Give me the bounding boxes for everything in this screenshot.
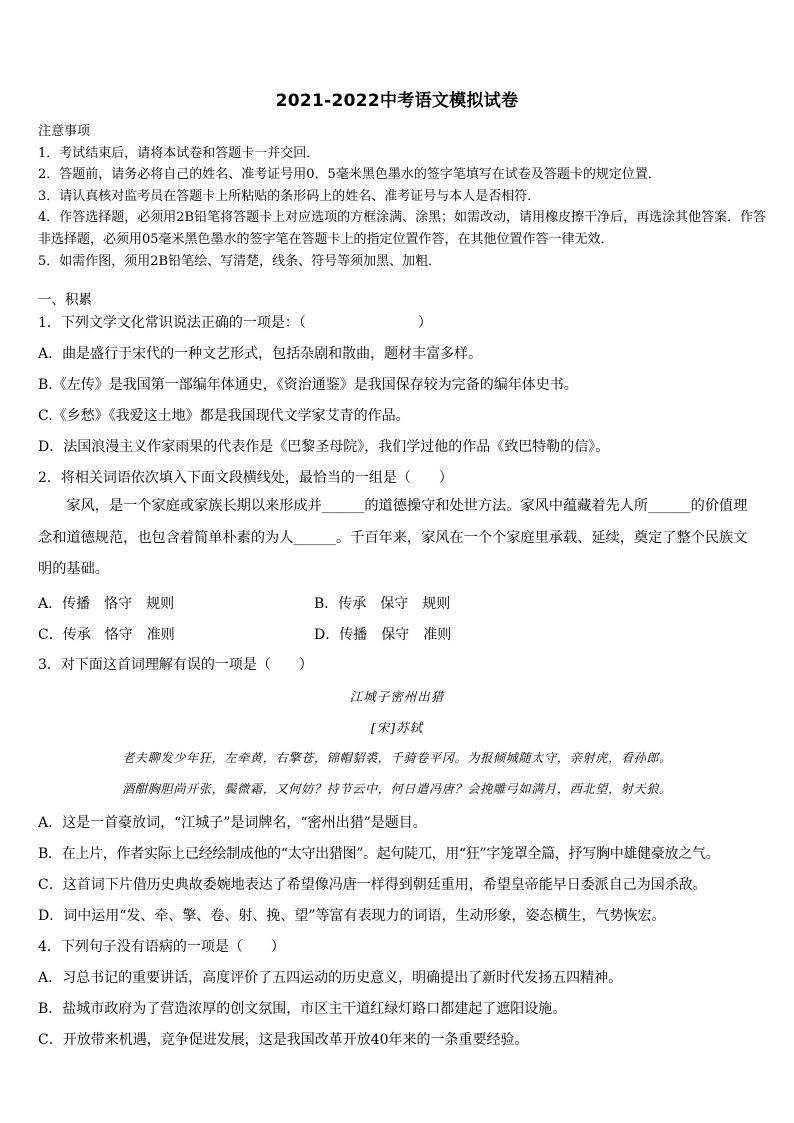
poem-line: 酒酣胸胆尚开张，鬓微霜，又何妨？持节云中，何日遣冯唐？会挽雕弓如满月，西北望，射天狼。 bbox=[122, 782, 672, 796]
notice-heading: 注意事项 bbox=[38, 124, 91, 139]
question-4-stem: 4．下列句子没有语病的一项是（ ） bbox=[38, 939, 285, 955]
question-1-stem: 1．下列文学文化常识说法正确的一项是：（ ） bbox=[38, 315, 432, 331]
q3-option-c: C．这首词下片借历史典故委婉地表达了希望像冯唐一样得到朝廷重用，希望皇帝能早日委派自己为国杀敌。 bbox=[38, 877, 707, 893]
q2-option-b: B．传承 保守 规则 bbox=[314, 596, 451, 612]
q2-passage: 家风，是一个家庭或家族长期以来形成并______的道德操守和处世方法。家风中蕴藏着先人所______的价值理念和道德规范，也包含着简单朴素的为人______。千百年来，家风在一个个家庭里承载、延续，奠定了整个民族文明的基础。 bbox=[38, 498, 748, 577]
q1-option-d: D．法国浪漫主义作家雨果的代表作是《巴黎圣母院》，我们学过他的作品《致巴特勒的信》。 bbox=[38, 439, 610, 455]
notice-item: 1．考试结束后，请将本试卷和答题卡一并交回． bbox=[38, 145, 320, 161]
notice-item: 4．作答选择题，必须用2B铅笔将答题卡上对应选项的方框涂满、涂黑；如需改动，请用橡皮擦干净后，再选涂其他答案．作答非选择题，必须用05毫米黑色墨水的签字笔在答题卡上的指定位置作答，在其他位置作答一律无效． bbox=[38, 210, 767, 247]
question-3-stem: 3．对下面这首词理解有误的一项是（ ） bbox=[38, 657, 313, 673]
poem-author: [宋]苏轼 bbox=[370, 720, 424, 735]
q4-option-b: B．盐城市政府为了营造浓厚的创文氛围，市区主干道红绿灯路口都建起了遮阳设施。 bbox=[38, 1001, 567, 1017]
q2-option-a: A．传播 恪守 规则 bbox=[38, 596, 175, 612]
notice-item: 5．如需作图，须用2B铅笔绘、写清楚，线条、符号等须加黑、加粗． bbox=[38, 253, 442, 269]
q1-option-b: B.《左传》是我国第一部编年体通史，《资治通鉴》是我国保存较为完备的编年体史书。 bbox=[38, 377, 578, 393]
section-heading: 一、积累 bbox=[38, 292, 92, 308]
q3-option-d: D．词中运用“发、牵、擎、卷、射、挽、望”等富有表现力的词语，生动形象，姿态横生，气势恢宏。 bbox=[38, 908, 666, 924]
notice-item: 2．答题前，请务必将自己的姓名、准考证号用0．5毫米黑色墨水的签字笔填写在试卷及答题卡的规定位置． bbox=[38, 167, 661, 183]
q4-option-c: C．开放带来机遇，竞争促进发展，这是我国改革开放40年来的一条重要经验。 bbox=[38, 1032, 529, 1048]
q3-option-b: B．在上片，作者实际上已经绘制成他的“太守出猎图”。起句陡兀，用“狂”字笼罩全篇，抒写胸中雄健豪放之气。 bbox=[38, 846, 720, 862]
q2-option-c: C．传承 恪守 准则 bbox=[38, 627, 175, 643]
page-title: 2021-2022中考语文模拟试卷 bbox=[275, 91, 519, 111]
notice-block bbox=[38, 121, 768, 272]
q1-option-a: A．曲是盛行于宋代的一种文艺形式，包括杂剧和散曲，题材丰富多样。 bbox=[38, 346, 483, 362]
q3-option-a: A．这是一首豪放词，“江城子”是词牌名，“密州出猎”是题目。 bbox=[38, 815, 427, 831]
question-2-stem: 2．将相关词语依次填入下面文段横线处，最恰当的一组是（ ） bbox=[38, 470, 453, 486]
poem-line: 老夫聊发少年狂，左牵黄，右擎苍，锦帽貂裘，千骑卷平冈。为报倾城随太守，亲射虎，看孙郎。 bbox=[122, 751, 672, 765]
poem-title: 江城子密州出猎 bbox=[349, 689, 445, 704]
q1-option-c: C.《乡愁》《我爱这土地》都是我国现代文学家艾青的作品。 bbox=[38, 408, 410, 424]
q2-option-d: D．传播 保守 准则 bbox=[314, 627, 452, 643]
q4-option-a: A．习总书记的重要讲话，高度评价了五四运动的历史意义，明确提出了新时代发扬五四精神。 bbox=[38, 970, 623, 986]
notice-item: 3．请认真核对监考员在答题卡上所粘贴的条形码上的姓名、准考证号与本人是否相符． bbox=[38, 188, 541, 204]
